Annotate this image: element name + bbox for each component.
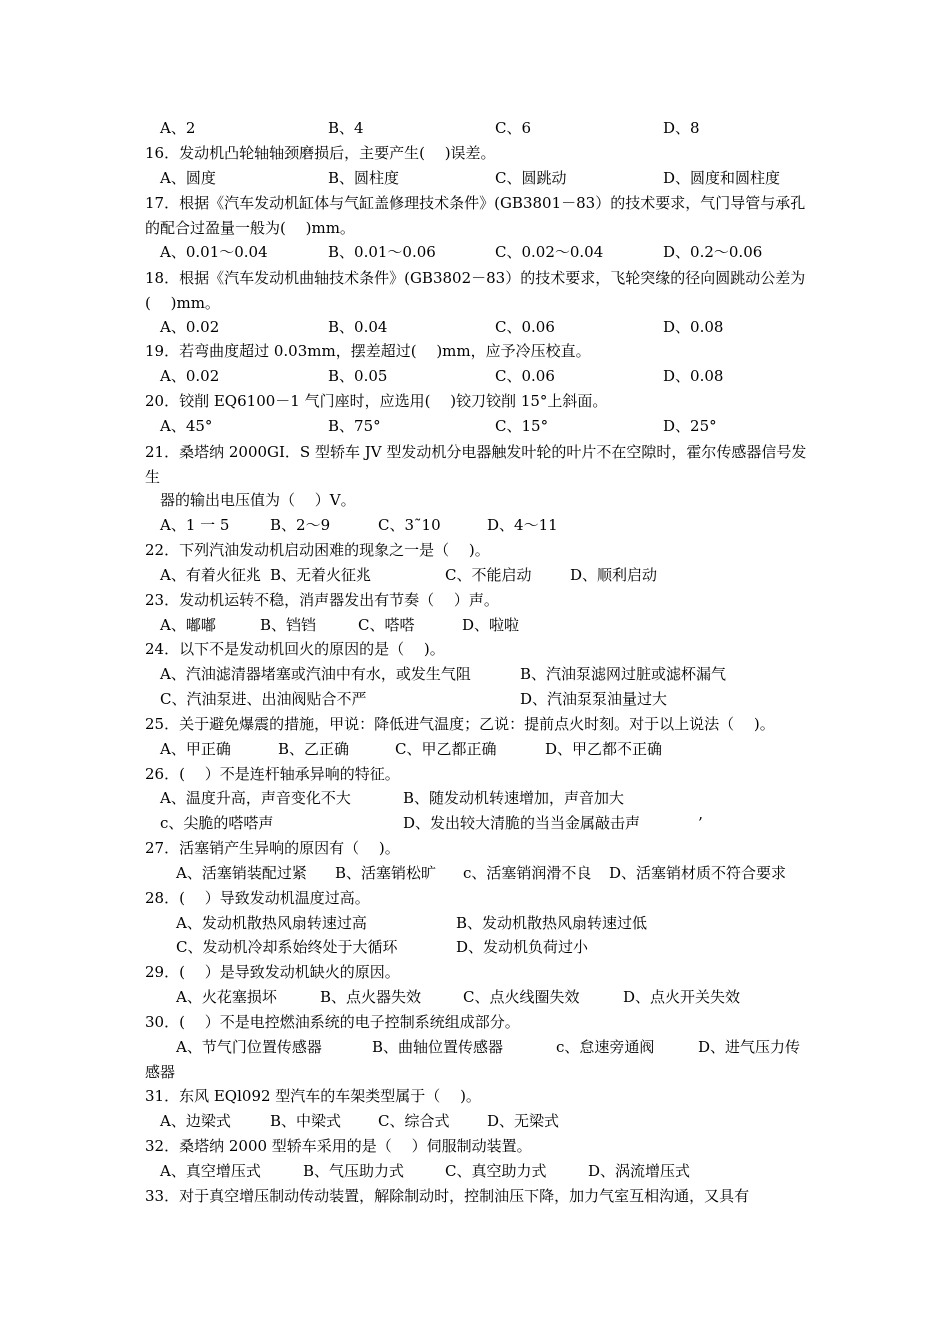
question-text: 25．关于避免爆震的措施，甲说：降低进气温度；乙说：提前点火时刻。对于以上说法（ )。	[145, 715, 775, 733]
answer-option: C、综合式	[378, 1112, 450, 1130]
answer-option: D、甲乙都不正确	[545, 740, 663, 758]
answer-option: D、点火开关失效	[623, 988, 741, 1006]
answer-options	[0, 564, 950, 586]
question-text: 21．桑塔纳 2000GI．S 型轿车 JV 型发动机分电器触发叶轮的叶片不在空隙时，霍尔传感器信号发生	[145, 443, 807, 486]
answer-option: A、0.02	[160, 318, 220, 336]
answer-option: A、边梁式	[160, 1112, 231, 1130]
question-text: 30．( ）不是电控燃油系统的电子控制系统组成部分。	[145, 1013, 520, 1031]
answer-option: A、嘟嘟	[160, 616, 216, 634]
answer-option: D、发出较大清脆的当当金属敲击声	[403, 814, 641, 832]
answer-option: A、2	[160, 119, 196, 137]
answer-options	[0, 663, 950, 685]
question-continuation-text: 器的输出电压值为（ ）V。	[160, 491, 356, 509]
answer-option: B、无着火征兆	[270, 566, 372, 584]
answer-options	[0, 738, 950, 760]
question-text: 23．发动机运转不稳，消声器发出有节奏（ ）声。	[145, 591, 499, 609]
question-text: 31．东风 EQl092 型汽车的车架类型属于（ )。	[145, 1087, 481, 1105]
answer-option: A、活塞销装配过紧	[176, 864, 307, 882]
answer-option: C、圆跳动	[495, 169, 567, 187]
answer-option: A、汽油滤清器堵塞或汽油中有水，或发生气阻	[160, 665, 471, 683]
answer-options	[0, 812, 950, 834]
answer-option: D、汽油泵泵油量过大	[520, 690, 668, 708]
answer-options	[0, 614, 950, 636]
answer-option: D、0.08	[663, 367, 724, 385]
answer-option: c、怠速旁通阀	[556, 1038, 655, 1056]
answer-option: B、乙正确	[278, 740, 350, 758]
answer-option: C、甲乙都正确	[395, 740, 497, 758]
answer-options	[0, 688, 950, 710]
answer-option: B、2～9	[270, 516, 331, 534]
answer-options	[0, 117, 950, 139]
question-text: 17．根据《汽车发动机缸体与气缸盖修理技术条件》(GB3801－83）的技术要求，气门导管与承孔的配合过盈量一般为( )mm。	[145, 194, 806, 237]
answer-option: D、0.08	[663, 318, 724, 336]
answer-options	[0, 514, 950, 536]
answer-option: D、啦啦	[462, 616, 520, 634]
question-text: 27．活塞销产生异响的原因有（ )。	[145, 839, 400, 857]
answer-option: B、0.05	[328, 367, 388, 385]
question-text: 33．对于真空增压制动传动装置，解除制动时，控制油压下降，加力气室互相沟通，又具有	[145, 1187, 750, 1205]
answer-options	[0, 936, 950, 958]
question-text: 26．( ）不是连杆轴承异响的特征。	[145, 765, 400, 783]
answer-option: A、1 一 5	[160, 516, 230, 534]
answer-options	[0, 1110, 950, 1132]
question-continuation-text: 感器	[145, 1063, 176, 1081]
answer-option: D、无梁式	[487, 1112, 560, 1130]
answer-option: B、铛铛	[260, 616, 317, 634]
answer-option: B、气压助力式	[303, 1162, 405, 1180]
answer-option: B、随发动机转速增加，声音加大	[403, 789, 625, 807]
answer-option: D、顺利启动	[570, 566, 658, 584]
answer-option: C、点火线圈失效	[463, 988, 580, 1006]
answer-option: A、圆度	[160, 169, 216, 187]
answer-option: C、6	[495, 119, 532, 137]
answer-option: A、火花塞损坏	[176, 988, 277, 1006]
answer-option: D、8	[663, 119, 700, 137]
question-text: 24．以下不是发动机回火的原因的是（ )。	[145, 640, 445, 658]
answer-options	[0, 862, 950, 884]
answer-option: B、发动机散热风扇转速过低	[456, 914, 648, 932]
answer-option: C、不能启动	[445, 566, 532, 584]
answer-option: D、活塞销材质不符合要求	[609, 864, 787, 882]
answer-option: D、25°	[663, 417, 717, 435]
answer-option: A、节气门位置传感器	[176, 1038, 322, 1056]
answer-options	[0, 241, 950, 263]
answer-option: A、真空增压式	[160, 1162, 261, 1180]
answer-option: B、0.01～0.06	[328, 243, 436, 261]
answer-options	[0, 986, 950, 1008]
answer-option: B、点火器失效	[320, 988, 422, 1006]
answer-option: B、圆柱度	[328, 169, 400, 187]
answer-option: B、4	[328, 119, 364, 137]
answer-option: B、75°	[328, 417, 381, 435]
answer-option: C、0.02～0.04	[495, 243, 604, 261]
answer-options	[0, 787, 950, 809]
answer-options	[0, 1036, 950, 1058]
answer-option: B、中梁式	[270, 1112, 342, 1130]
answer-option: C、发动机冷却系始终处于大循环	[176, 938, 398, 956]
answer-option: C、0.06	[495, 318, 555, 336]
answer-option: A、有着火征兆	[160, 566, 261, 584]
answer-option: C、3˜10	[378, 516, 441, 534]
answer-option: c、活塞销润滑不良	[463, 864, 592, 882]
question-text: 22．下列汽油发动机启动困难的现象之一是（ )。	[145, 541, 490, 559]
answer-option: D、发动机负荷过小	[456, 938, 589, 956]
question-text: 29．( ）是导致发动机缺火的原因。	[145, 963, 400, 981]
answer-option: B、汽油泵滤网过脏或滤杯漏气	[520, 665, 727, 683]
answer-option: c、尖脆的嗒嗒声	[160, 814, 274, 832]
answer-option: C、汽油泵进、出油阀贴合不严	[160, 690, 367, 708]
answer-option: A、发动机散热风扇转速过高	[176, 914, 367, 932]
question-text: 19．若弯曲度超过 0.03mm，摆差超过( )mm，应予冷压校直。	[145, 342, 591, 360]
question-continuation	[0, 1061, 950, 1083]
question-text: 18．根据《汽车发动机曲轴技术条件》(GB3802－83）的技术要求，飞轮突缘的径向圆跳动公差为( )mm。	[145, 269, 806, 312]
answer-option: D、涡流增压式	[588, 1162, 691, 1180]
answer-option: D、进气压力传	[698, 1038, 801, 1056]
answer-options	[0, 365, 950, 387]
answer-option: A、温度升高，声音变化不大	[160, 789, 351, 807]
answer-options	[0, 912, 950, 934]
answer-options	[0, 167, 950, 189]
question-text: 20．铰削 EQ6100－1 气门座时，应选用( )铰刀铰削 15°上斜面。	[145, 392, 608, 410]
answer-option: A、45°	[160, 417, 213, 435]
answer-option: D、0.2～0.06	[663, 243, 763, 261]
answer-options	[0, 316, 950, 338]
answer-option: B、活塞销松旷	[335, 864, 437, 882]
question-text: 16．发动机凸轮轴轴颈磨损后，主要产生( )误差。	[145, 144, 496, 162]
answer-option: D、4～11	[487, 516, 558, 534]
answer-option: B、曲轴位置传感器	[372, 1038, 504, 1056]
answer-options	[0, 415, 950, 437]
answer-option: C、真空助力式	[445, 1162, 547, 1180]
question-continuation	[0, 489, 950, 511]
answer-option: ’	[698, 814, 703, 832]
question-text: 32．桑塔纳 2000 型轿车采用的是（ ）伺服制动装置。	[145, 1137, 532, 1155]
answer-option: A、甲正确	[160, 740, 231, 758]
answer-option: C、15°	[495, 417, 549, 435]
answer-option: D、圆度和圆柱度	[663, 169, 781, 187]
answer-option: A、0.01～0.04	[160, 243, 268, 261]
answer-option: C、0.06	[495, 367, 555, 385]
question-text: 28．( ）导致发动机温度过高。	[145, 889, 370, 907]
answer-option: C、嗒嗒	[358, 616, 415, 634]
answer-option: A、0.02	[160, 367, 220, 385]
answer-option: B、0.04	[328, 318, 388, 336]
answer-options	[0, 1160, 950, 1182]
